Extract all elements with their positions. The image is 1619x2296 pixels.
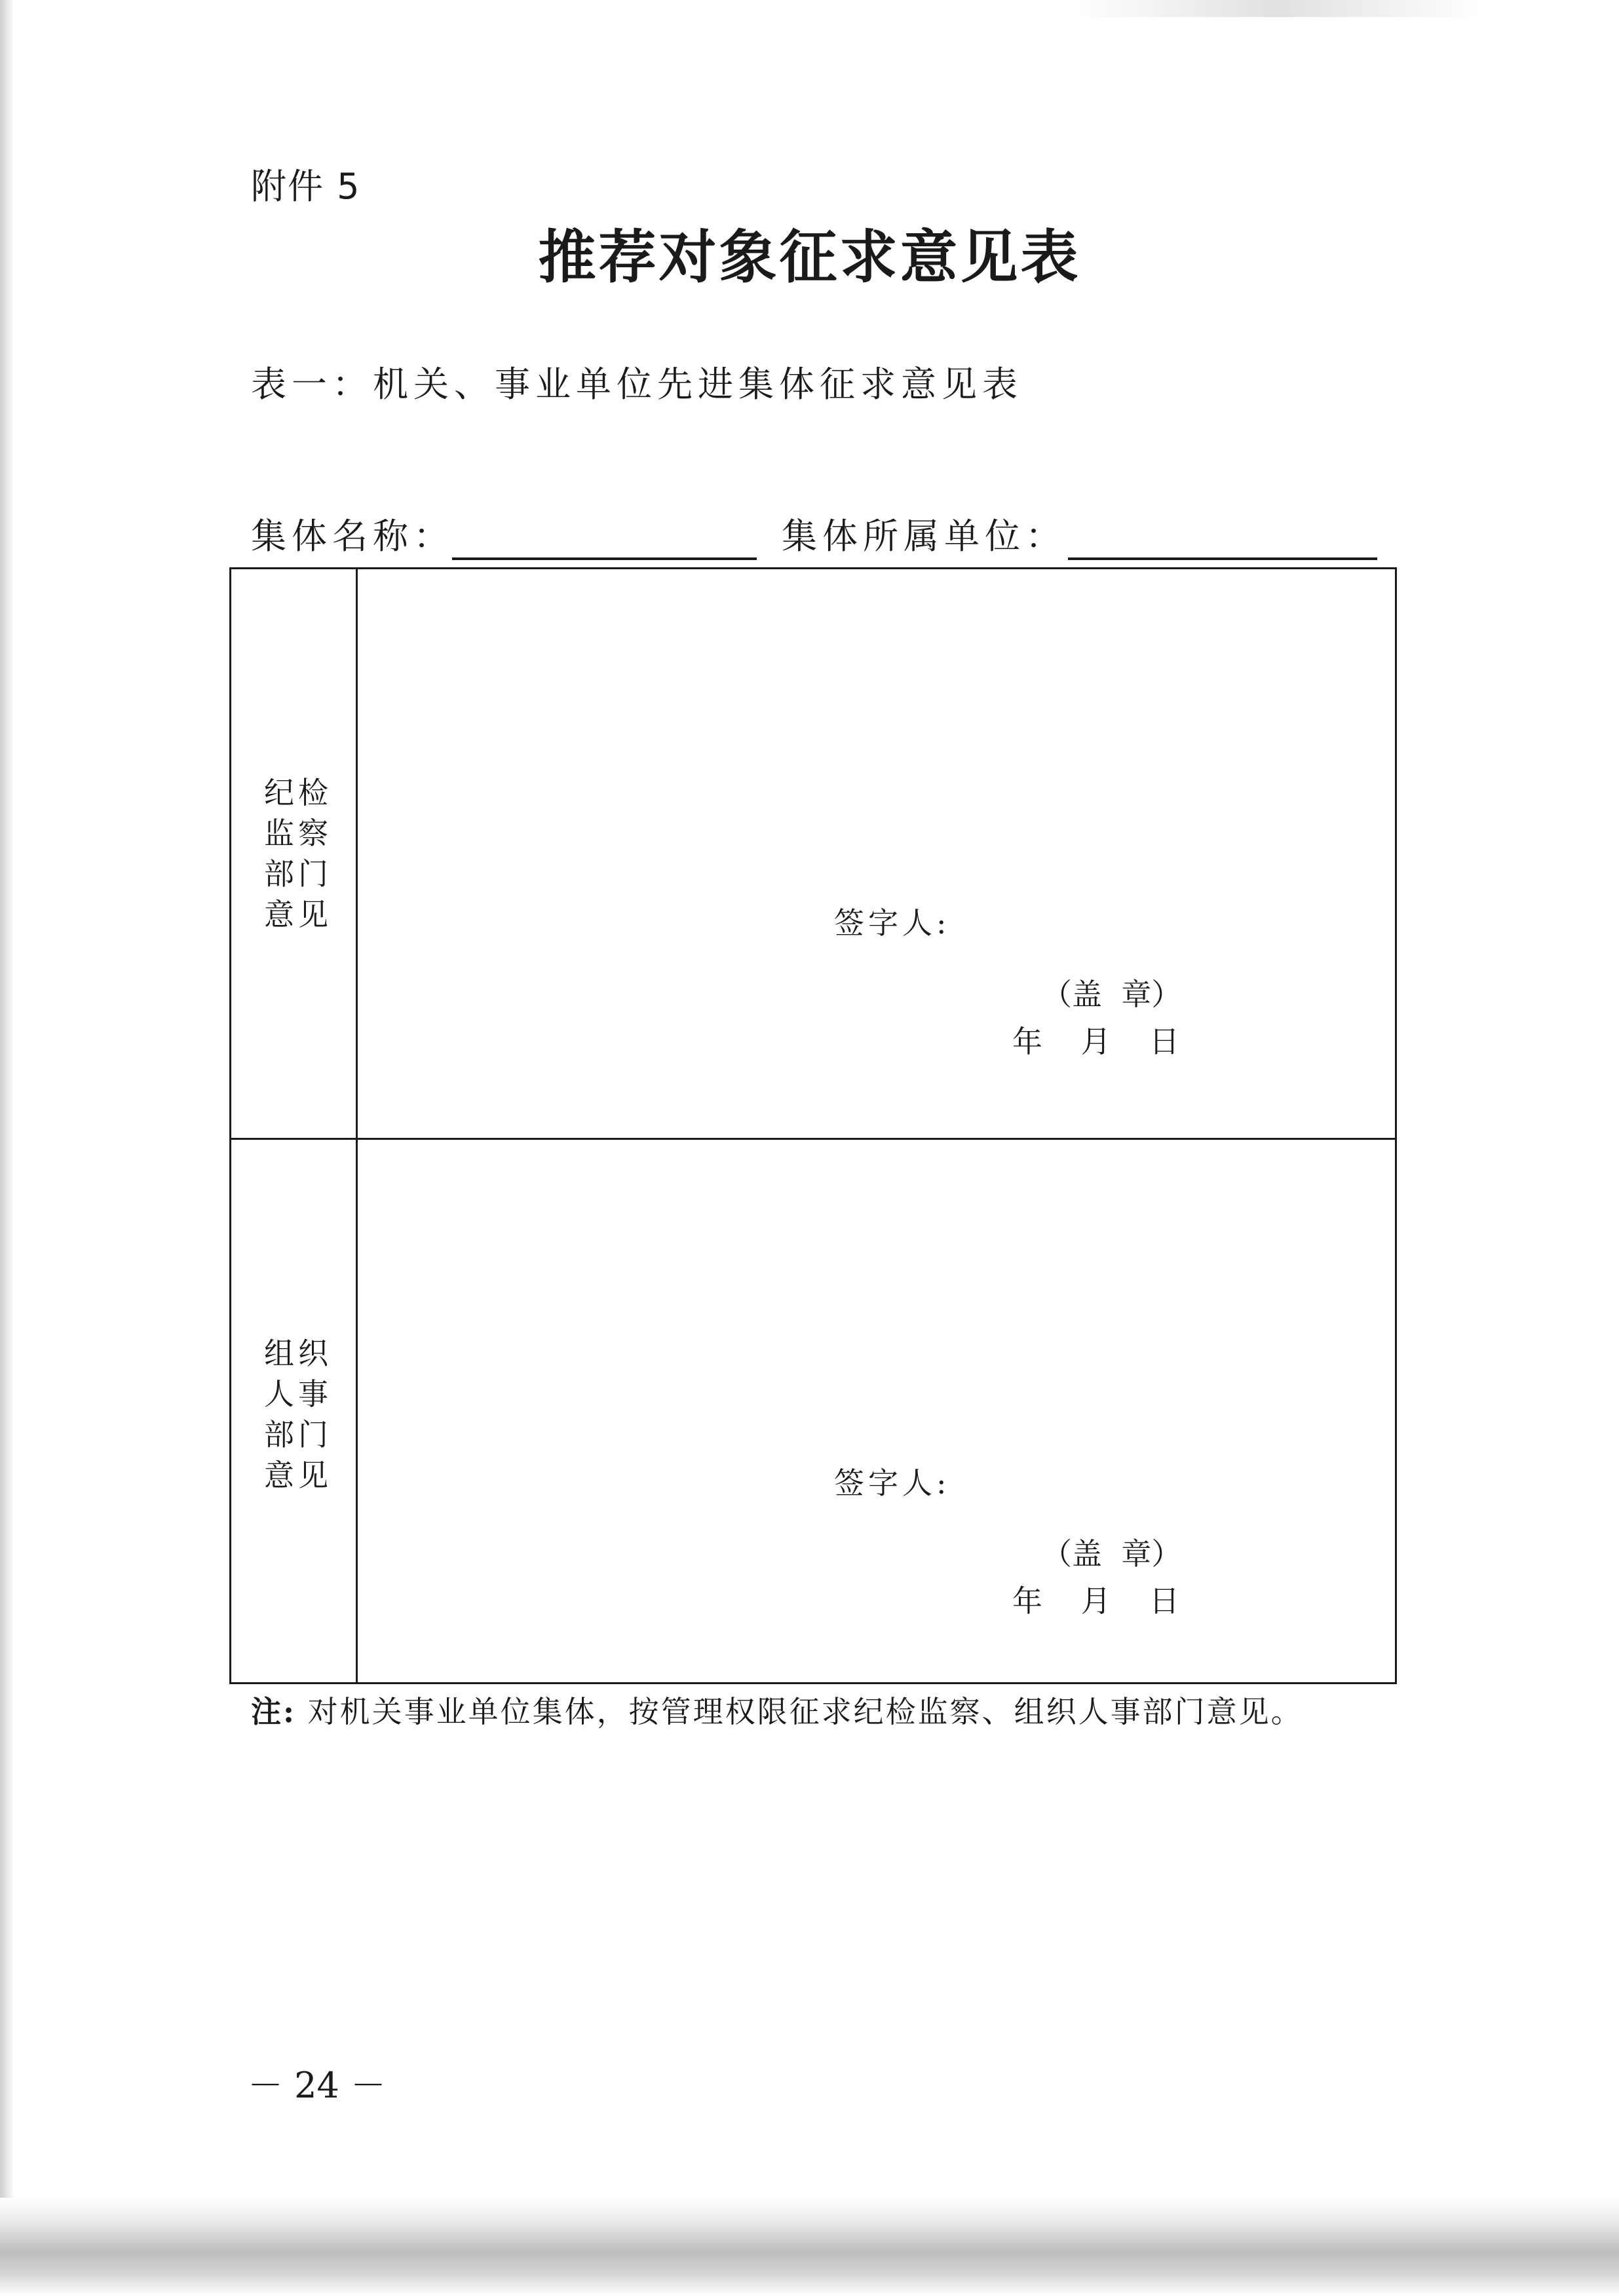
affiliated-unit-field[interactable]: [1068, 557, 1377, 560]
dept-label-line: 纪检: [264, 775, 332, 810]
dept-label-line: 组织: [264, 1336, 332, 1371]
dept-label-line: 意见: [264, 897, 332, 932]
dept-label-line: 部门: [264, 856, 332, 892]
dept-label-organization-personnel: [264, 1333, 336, 1496]
dept-label-discipline-inspection: [264, 772, 336, 935]
signer-label: 签字人:: [834, 1465, 951, 1501]
table-subtitle: 表一：机关、事业单位先进集体征求意见表: [251, 364, 1023, 405]
date-label: 年 月 日: [1012, 1583, 1179, 1619]
scan-left-edge: [0, 0, 14, 2296]
signer-label: 签字人:: [834, 905, 951, 941]
seal-label: （盖 章）: [1042, 1536, 1182, 1571]
table-column-divider: [356, 569, 358, 1682]
collective-name-label: 集体名称：: [251, 516, 454, 557]
opinion-area-discipline-inspection[interactable]: [360, 572, 1388, 1135]
seal-label: （盖 章）: [1042, 977, 1182, 1012]
affiliated-unit-label: 集体所属单位：: [782, 516, 1066, 557]
page-number: － 24 －: [248, 2065, 387, 2106]
opinion-area-organization-personnel[interactable]: [360, 1142, 1388, 1680]
dept-label-line: 部门: [264, 1417, 332, 1452]
footnote: [251, 1694, 1303, 1729]
dept-label-line: 监察: [264, 816, 332, 851]
dept-label-line: 人事: [264, 1376, 332, 1412]
table-row-divider: [231, 1138, 1395, 1140]
date-label: 年 月 日: [1012, 1024, 1179, 1059]
scan-top-mark: [1075, 0, 1481, 17]
document-title: 推荐对象征求意见表: [538, 223, 1081, 291]
dept-label-line: 意见: [264, 1458, 332, 1493]
collective-name-field[interactable]: [452, 557, 757, 560]
attachment-label: 附件 5: [251, 166, 361, 207]
scan-bottom-edge: [0, 2198, 1619, 2296]
opinion-table: [229, 567, 1397, 1684]
footnote-text: 对机关事业单位集体，按管理权限征求纪检监察、组织人事部门意见。: [307, 1694, 1303, 1729]
footnote-prefix: 注:: [251, 1694, 296, 1729]
